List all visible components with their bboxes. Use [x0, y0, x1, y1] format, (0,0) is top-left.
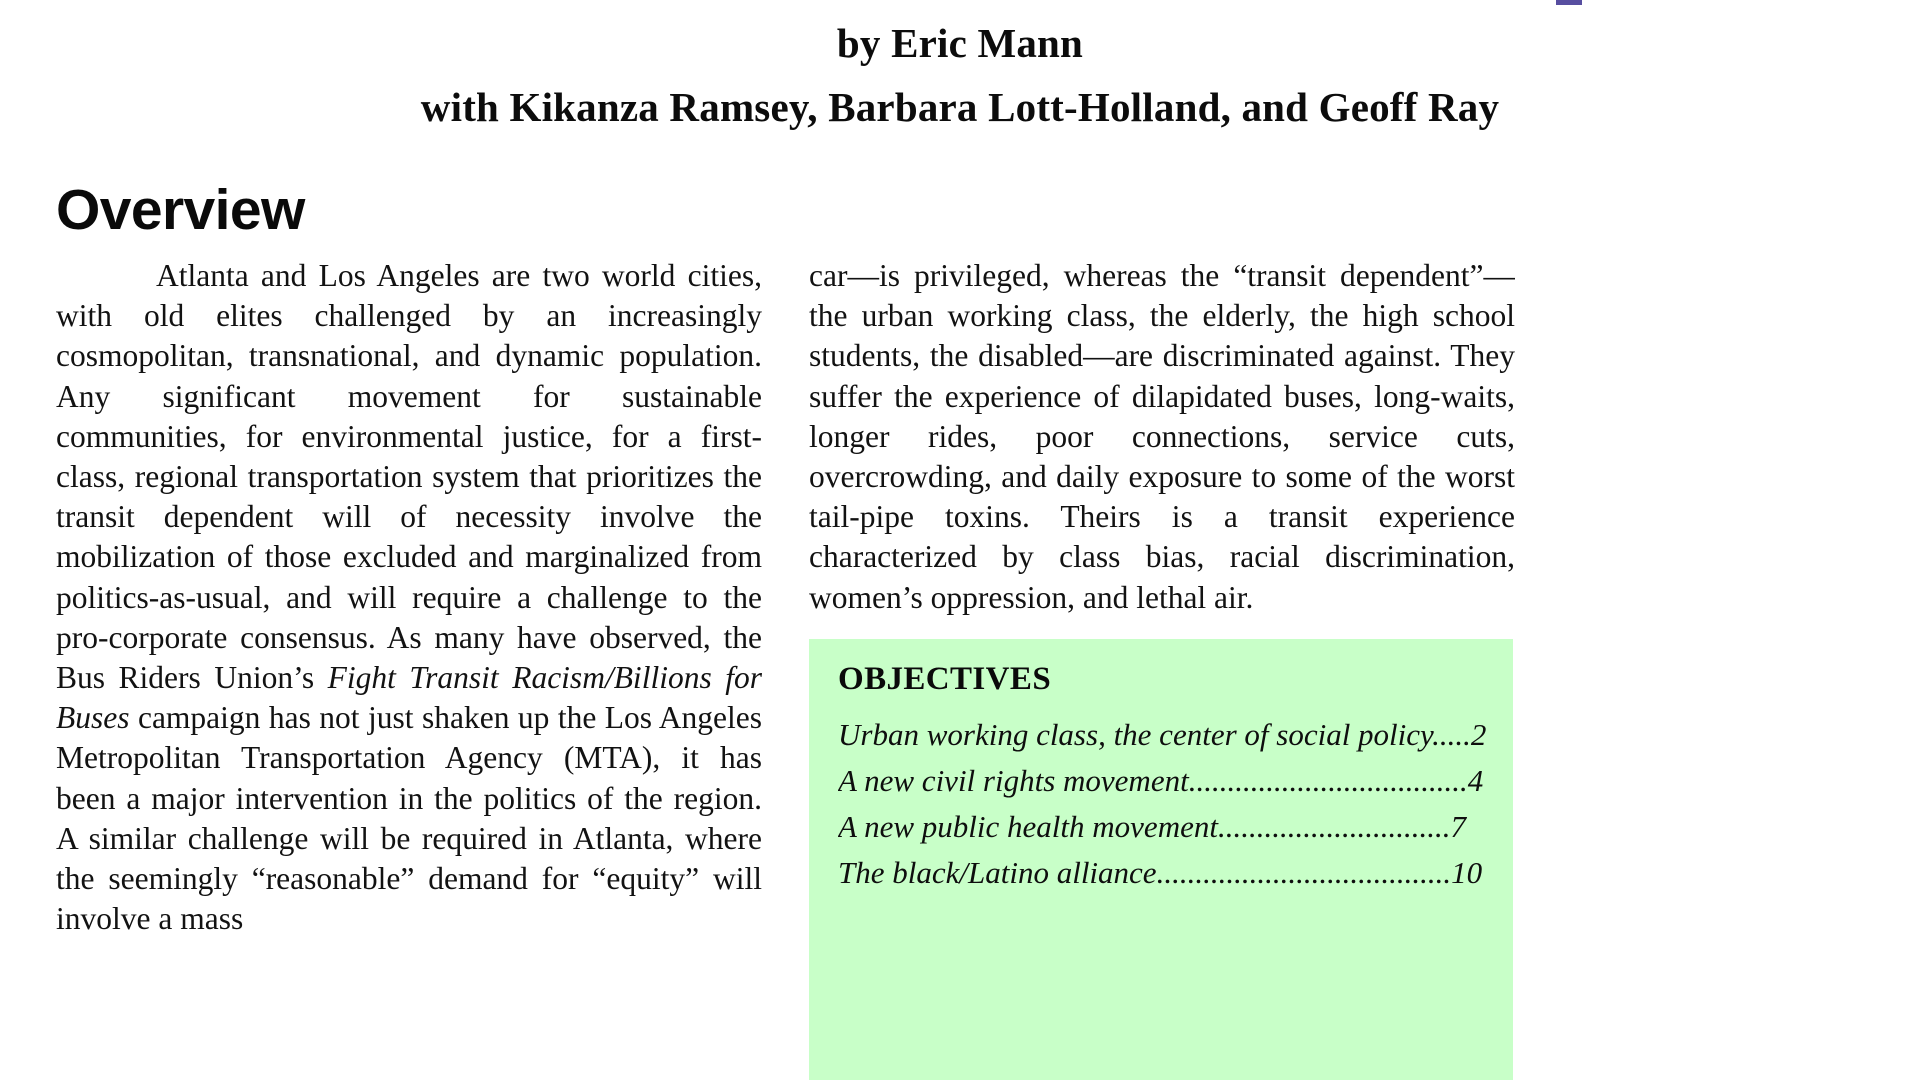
objectives-list: [838, 712, 1487, 896]
cropped-page-artifact: [1556, 0, 1582, 5]
list-item[interactable]: A new civil rights movement....................................4: [838, 763, 1484, 798]
campaign-title: Fight Transit Racism/Billions for Buses: [56, 660, 762, 736]
paragraph-left-part-b: campaign has not just shaken up the Los Angeles Metropolitan Transportation Agency (MTA), it has been a major intervention in the politics of the region. A similar challenge will be required in Atlanta, where the seemingly “reasonable” demand for “equity” will involve a mass: [56, 700, 762, 937]
objectives-panel: [809, 639, 1513, 1080]
list-item[interactable]: Urban working class, the center of social policy.....2: [838, 717, 1487, 752]
list-item[interactable]: A new public health movement..............................7: [838, 809, 1466, 844]
objectives-heading: OBJECTIVES: [838, 661, 1052, 697]
page-title: Overview: [56, 178, 305, 242]
byline: [0, 18, 1920, 133]
byline-contributors: with Kikanza Ramsey, Barbara Lott-Holland, and Geoff Ray: [420, 83, 1500, 130]
paragraph-left-part-a: Atlanta and Los Angeles are two world cities, with old elites challenged by an increasingly cosmopolitan, transnational, and dynamic population. Any significant movement for sustainable communities, for environmental justice, for a first-class, regional transportation system that prioritizes the transit dependent will of necessity involve the mobilization of those excluded and marginalized from politics-as-usual, and will require a challenge to the pro-corporate consensus. As many have observed, the Bus Riders Union’s: [56, 258, 762, 696]
body-column-left: [56, 256, 762, 1080]
body-column-right: [809, 256, 1515, 616]
paragraph-right: car—is privileged, whereas the “transit dependent”—the urban working class, the elderly, the high school students, the disabled—are discriminated against. They suffer the experience of dilapidated buses, long-waits, longer rides, poor connections, service cuts, overcrowding, and daily exposure to some of the worst tail-pipe toxins. Theirs is a transit experience characterized by class bias, racial discrimination, women’s oppression, and lethal air.: [809, 258, 1515, 615]
list-item[interactable]: The black/Latino alliance......................................10: [838, 855, 1483, 890]
byline-author: by Eric Mann: [836, 20, 1084, 66]
paragraph-left: [56, 256, 762, 939]
